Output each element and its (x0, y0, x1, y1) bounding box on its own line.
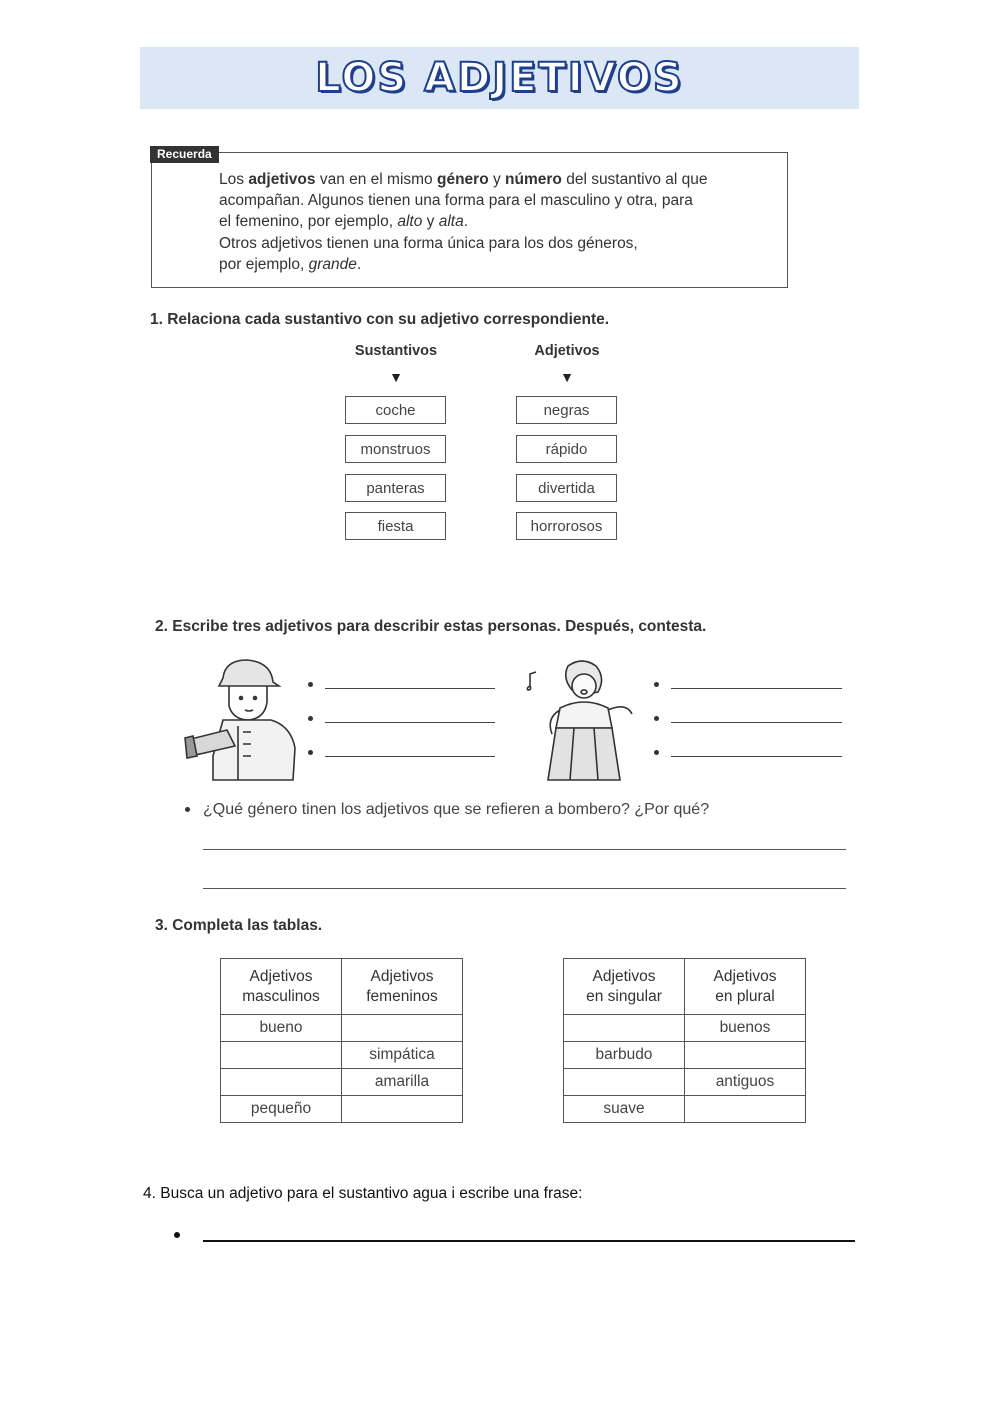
answer-line[interactable] (203, 849, 846, 850)
table-cell[interactable] (564, 1069, 685, 1096)
firefighter-illustration (183, 656, 303, 784)
table-cell[interactable]: suave (564, 1096, 685, 1123)
table-cell[interactable]: bueno (221, 1015, 342, 1042)
answer-line[interactable] (203, 1240, 855, 1242)
number-table (563, 958, 806, 1123)
adjetivo-box[interactable]: divertida (516, 474, 617, 502)
table-header: Adjetivos en plural (685, 959, 806, 1015)
exercise2-title: 2. Escribe tres adjetivos para describir estas personas. Después, contesta. (155, 618, 707, 635)
exercise1-title: 1. Relaciona cada sustantivo con su adjetivo correspondiente. (150, 311, 610, 328)
answer-line[interactable] (671, 722, 842, 723)
bullet-icon (654, 716, 659, 721)
down-arrow-icon: ▼ (389, 369, 403, 385)
answer-line[interactable] (671, 688, 842, 689)
answer-line[interactable] (325, 688, 495, 689)
adjetivo-box[interactable]: rápido (516, 435, 617, 463)
bullet-icon (308, 750, 313, 755)
adjetivos-header: Adjetivos (534, 343, 600, 359)
sustantivo-box[interactable]: monstruos (345, 435, 446, 463)
table-row (221, 1042, 463, 1069)
table-cell[interactable] (564, 1015, 685, 1042)
table-row (564, 1096, 806, 1123)
exercise2-question: ¿Qué género tinen los adjetivos que se refieren a bombero? ¿Por qué? (203, 801, 710, 818)
page-title: LOS ADJETIVOS (315, 55, 684, 101)
answer-line[interactable] (325, 756, 495, 757)
adjetivo-box[interactable]: horrorosos (516, 512, 617, 540)
table-cell[interactable] (342, 1015, 463, 1042)
table-cell[interactable] (221, 1042, 342, 1069)
table-cell[interactable]: antiguos (685, 1069, 806, 1096)
bullet-icon (174, 1232, 180, 1238)
table-row (221, 1096, 463, 1123)
answer-line[interactable] (671, 756, 842, 757)
sustantivo-box[interactable]: fiesta (345, 512, 446, 540)
table-cell[interactable]: amarilla (342, 1069, 463, 1096)
exercise4-title: 4. Busca un adjetivo para el sustantivo agua i escribe una frase: (143, 1185, 583, 1202)
table-row (564, 1069, 806, 1096)
recuerda-tag: Recuerda (150, 146, 219, 163)
table-row (564, 1015, 806, 1042)
table-row (221, 1015, 463, 1042)
gender-table (220, 958, 463, 1123)
table-cell[interactable] (221, 1069, 342, 1096)
table-header: Adjetivos en singular (564, 959, 685, 1015)
bullet-icon (654, 682, 659, 687)
sustantivos-header: Sustantivos (354, 343, 438, 359)
singer-illustration (520, 656, 640, 784)
table-row (564, 1042, 806, 1069)
table-header: Adjetivos masculinos (221, 959, 342, 1015)
table-cell[interactable]: pequeño (221, 1096, 342, 1123)
bullet-icon (308, 716, 313, 721)
table-cell[interactable]: barbudo (564, 1042, 685, 1069)
bullet-icon (654, 750, 659, 755)
title-banner (140, 47, 859, 109)
sustantivo-box[interactable]: panteras (345, 474, 446, 502)
bullet-icon (185, 807, 190, 812)
adjetivo-box[interactable]: negras (516, 396, 617, 424)
table-header: Adjetivos femeninos (342, 959, 463, 1015)
answer-line[interactable] (325, 722, 495, 723)
table-cell[interactable] (342, 1096, 463, 1123)
down-arrow-icon: ▼ (560, 369, 574, 385)
table-cell[interactable] (685, 1096, 806, 1123)
table-cell[interactable]: buenos (685, 1015, 806, 1042)
table-cell[interactable] (685, 1042, 806, 1069)
table-row (221, 1069, 463, 1096)
exercise3-title: 3. Completa las tablas. (155, 917, 323, 934)
table-cell[interactable]: simpática (342, 1042, 463, 1069)
bullet-icon (308, 682, 313, 687)
answer-line[interactable] (203, 888, 846, 889)
sustantivo-box[interactable]: coche (345, 396, 446, 424)
recuerda-text: Los adjetivos van en el mismo género y número del sustantivo al que acompañan. Algunos tienen una forma para el masculino y otra, para el femenino, por ejemplo, alto y alta. Otros adjetivos tienen una forma única para los dos géneros, por ejemplo, grande. (219, 171, 708, 273)
